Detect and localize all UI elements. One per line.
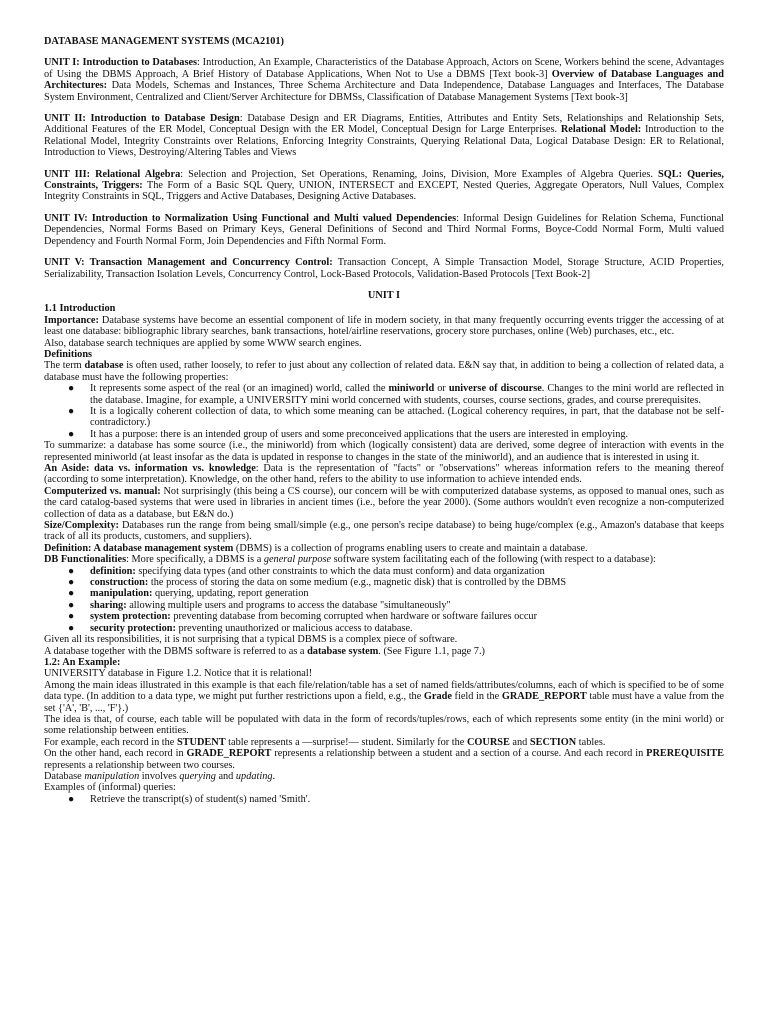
syllabus-unit-2: UNIT II: Introduction to Database Design: Database Design and ER Diagrams, Entities, Attributes and Entity Sets, Relationships and Relationship Sets, Additional Features of the ER Model, Conceptual Design with the ER Model, Conceptual Design for Large Enterprises. Relational Model: Introduction to the Relational Model, Integrity Constraints over Relations, Enforcing Integrity Constraints, Querying Relational Data, Logical Database Design: ER to Relational, Introduction to Views, Destroying/Altering Tables and Views [44,113,725,159]
bullet-icon: ● [68,428,75,440]
importance-paragraph: Importance: Database systems have become an essential component of life in modern society, in that many frequently occurring events trigger the accessing of at least one database: bibliographic library searches, bank transactions, hotel/airline reservations, grocery store purchases, online (Web) purchases, etc., etc. [44,314,724,338]
list-item: ● security protection: preventing unauthorized or malicious access to database. [68,622,413,634]
manipulation-paragraph: Database manipulation involves querying and updating. [44,770,276,782]
list-item: ● definition: specifying data types (and other constraints to which the data must conform) and data organization [68,565,545,577]
bullet-icon: ● [68,383,75,395]
bullet-icon: ● [68,577,75,589]
queries-list [44,794,724,805]
list-item: ● manipulation: querying, updating, report generation [68,588,309,600]
unit-heading: UNIT I [367,289,401,301]
functionalities-list [44,566,724,634]
syllabus-unit-3: UNIT III: Relational Algebra: Selection and Projection, Set Operations, Renaming, Joins, Division, More Examples of Algebra Queries. SQL: Queries, Constraints, Triggers: The Form of a Basic SQL Query, UNION, INTERSECT and EXCEPT, Nested Queries, Aggregate Operators, Null Values, Complex Integrity Constraints in SQL, Triggers and Active Databases, Designing Active Databases. [44,168,724,203]
list-item: ● It has a purpose: there is an intended group of users and some preconceived applications that the users are interested in employing. [68,428,629,440]
document-title: DATABASE MANAGEMENT SYSTEMS (MCA2101) [44,36,284,47]
syllabus-unit-4: UNIT IV: Introduction to Normalization Using Functional and Multi valued Dependencies: Informal Design Guidelines for Relation Schema, Functional Dependencies, Normal Forms Based on Primary Keys, General Definitions of Second and Third Normal Forms, Boyce-Codd Normal Form, Multi valued Dependency and Fourth Normal Form, Join Dependencies and Fifth Normal Form. [44,212,724,247]
section-heading-1-2: 1.2: An Example: [44,656,121,668]
list-item: ● sharing: allowing multiple users and programs to access the database "simultaneously" [68,599,451,611]
examples-paragraph: Examples of (informal) queries: [44,782,176,794]
given-paragraph: Given all its responsibilities, it is not surprising that a typical DBMS is a complex piece of software. [44,634,458,646]
db-functionalities-paragraph: DB Functionalities: More specifically, a DBMS is a general purpose software system facilitating each of the following (with respect to a database): [44,554,656,566]
bullet-icon: ● [68,599,75,611]
section-heading-1-1: 1.1 Introduction [44,303,116,315]
idea-paragraph: The idea is that, of course, each table will be populated with data in the form of records/tuples/rows, each of which represents some entity (in the mini world) or some relationship between entities. [44,713,724,737]
list-item: ● Retrieve the transcript(s) of student(s) named 'Smith'. [68,793,311,805]
term-paragraph: The term database is often used, rather loosely, to refer to just about any collection of related data. E&N say that, in addition to being a collection of related data, a database must have the following properties: [44,360,725,383]
university-paragraph: UNIVERSITY database in Figure 1.2. Notice that it is relational! [44,668,313,680]
size-paragraph: Size/Complexity: Databases run the range from being small/simple (e.g., one person's recipe database) to being huge/complex (e.g., Amazon's database that keeps track of all its products, customers, and suppliers). [44,520,724,543]
bullet-icon: ● [68,565,75,577]
database-system-paragraph: A database together with the DBMS software is referred to as a database system. (See Figure 1.1, page 7.) [44,645,485,657]
bullet-icon: ● [68,611,75,623]
bullet-icon: ● [68,405,75,417]
definition-paragraph: Definition: A database management system (DBMS) is a collection of programs enabling users to create and maintain a database. [44,542,588,554]
also-paragraph: Also, database search techniques are applied by some WWW search engines. [44,337,362,349]
summary-paragraph: To summarize: a database has some source (i.e., the miniworld) from which (logically consistent) data are derived, some degree of interaction with events in the represented miniworld (at least insofar as the data is updated in response to changes in the state of the miniworld), and an audience that is interested in using it. [44,440,724,463]
among-paragraph: Among the main ideas illustrated in this example is that each file/relation/table has a set of named fields/attributes/columns, each of which is specified to be of some data type. (In addition to a data type, we might put further restrictions upon a field, e.g., the Grade field in the GRADE_REPORT table must have a value from the set {'A', 'B', ..., 'F'}.) [44,679,724,714]
for-example-paragraph: For example, each record in the STUDENT table represents a —surprise!— student. Similarly for the COURSE and SECTION tables. [44,736,606,748]
list-item: ● It represents some aspect of the real (or an imagined) world, called the miniworld or universe of discourse. Changes to the mini world are reflected in the database. Imagine, for example, a UNIVERSITY mini world concerned with students, courses, course sections, grades, and course prerequisites. [68,383,724,406]
bullet-icon: ● [68,588,75,600]
list-item: ● system protection: preventing database from becoming corrupted when hardware or software failures occur [68,611,537,623]
list-item: ● construction: the process of storing the data on some medium (e.g., magnetic disk) that is controlled by the DBMS [68,577,567,589]
list-item: ● It is a logically coherent collection of data, to which some meaning can be attached. (Logical coherency requires, in part, that the database not be self-contradictory.) [68,405,724,429]
properties-list [44,383,724,440]
syllabus-unit-5: UNIT V: Transaction Management and Concurrency Control: Transaction Concept, A Simple Transaction Model, Storage Structure, ACID Properties, Serializability, Transaction Isolation Levels, Concurrency Control, Lock-Based Protocols, Validation-Based Protocols [Text Book-2] [44,257,724,280]
computerized-paragraph: Computerized vs. manual: Not surprisingly (this being a CS course), our concern will be with computerized database systems, as opposed to manual ones, such as the card catalog-based systems that were used in libraries in ancient times (i.e., before the year 2000). (Some authors wouldn't even recognize a non-computerized collection of data as a database, but E&N do.) [44,485,724,520]
definitions-heading: Definitions [44,348,93,360]
bullet-icon: ● [68,622,75,634]
bullet-icon: ● [68,793,75,805]
aside-paragraph: An Aside: data vs. information vs. knowledge: Data is the representation of "facts" or "observations" whereas information refers to the meaning thereof (according to some interpretation). Knowledge, on the other hand, refers to the ability to use information to achieve intended ends. [44,463,724,486]
syllabus-unit-1: UNIT I: Introduction to Databases: Introduction, An Example, Characteristics of the Database Approach, Actors on Scene, Workers behind the scene, Advantages of Using the DBMS Approach, A Brief History of Database Applications, When Not to Use a DBMS [Text book-3] Overview of Database Languages and Architectures: Data Models, Schemas and Instances, Three Schema Architecture and Data Independence, Database Languages and Interfaces, The Database System Environment, Centralized and Client/Server Architecture for DBMSs, Classification of Database Management Systems [Text book-3] [44,57,724,103]
other-hand-paragraph: On the other hand, each record in GRADE_REPORT represents a relationship between a student and a section of a course. And each record in PREREQUISITE represents a relationship between two courses. [44,748,724,771]
